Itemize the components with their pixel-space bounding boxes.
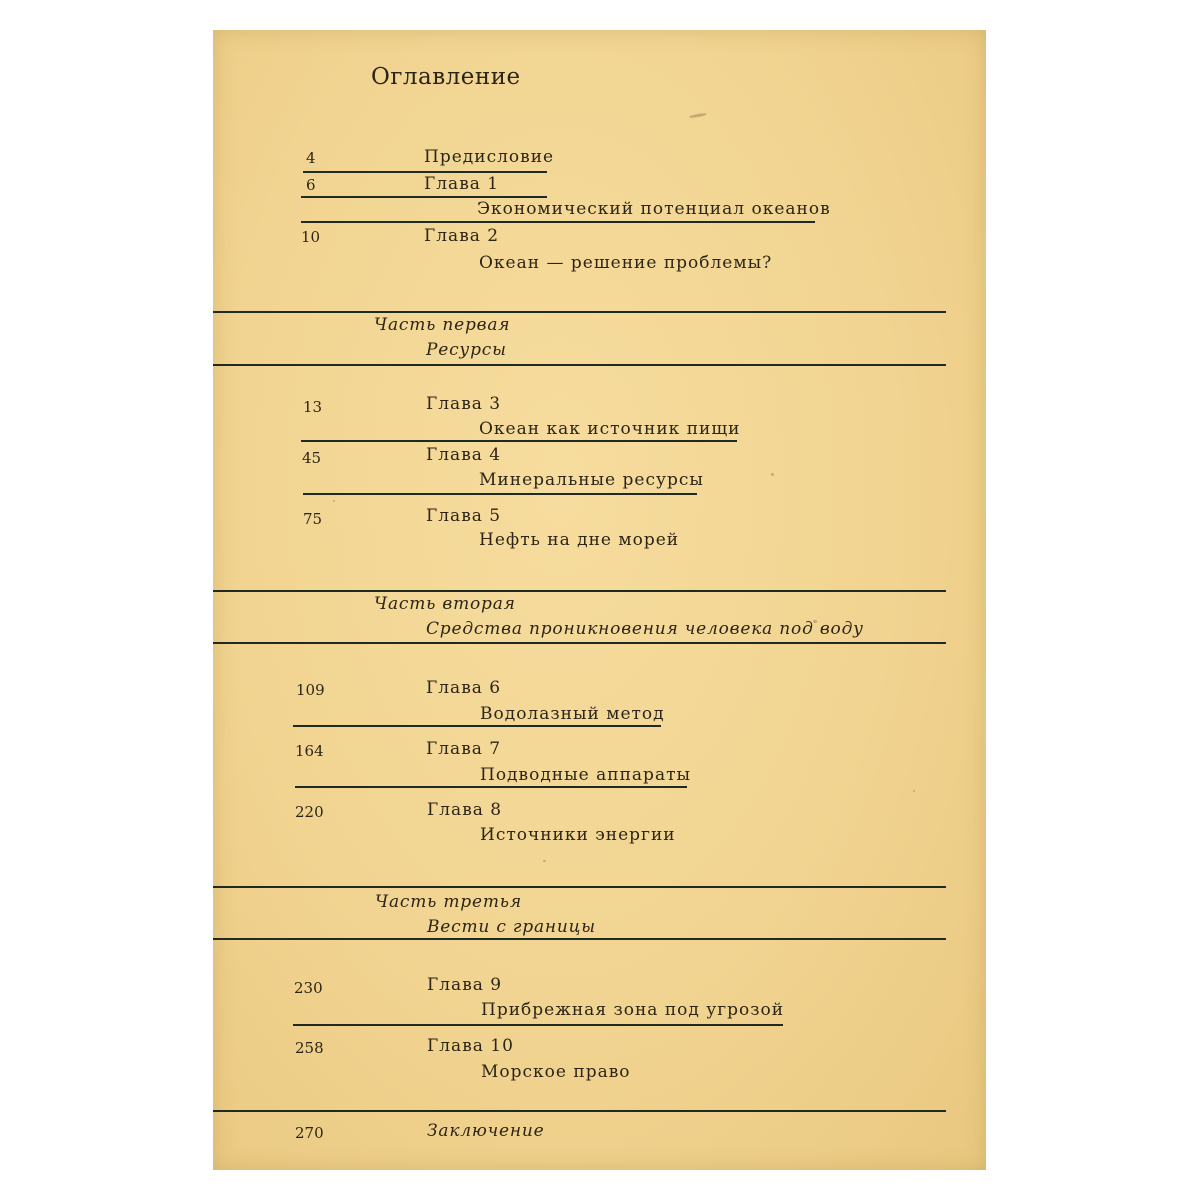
paper-speck [913,790,915,792]
chapter-label: Глава 7 [426,739,502,759]
book-page [213,30,986,1170]
chapter-label: Глава 1 [424,174,500,194]
part-divider [213,642,946,644]
underline [301,440,737,442]
chapter-title: Источники энергии [480,825,676,845]
paper-speck [543,860,546,862]
part-divider [213,886,946,888]
part-divider [213,311,946,313]
chapter-label: Глава 2 [424,226,500,246]
chapter-title: Нефть на дне морей [479,530,680,550]
chapter-label: Глава 3 [426,394,502,414]
part-label: Часть вторая [374,594,516,614]
paper-speck [771,473,774,476]
chapter-label: Предисловие [424,147,555,167]
underline [303,493,697,495]
part-divider [213,364,946,366]
page-number: 13 [303,398,323,416]
page-number: 164 [295,742,324,760]
page-number: 109 [296,681,325,699]
part-divider [213,938,946,940]
chapter-title: Морское право [481,1062,631,1082]
part-divider [213,590,946,592]
underline [301,196,547,198]
part-divider [213,1110,946,1112]
part-title: Средства проникновения человека под воду [426,619,864,639]
chapter-title: Экономический потенциал океанов [477,199,831,219]
part-label: Часть первая [374,315,511,335]
chapter-title: Океан — решение проблемы? [479,253,773,273]
underline [295,786,687,788]
page-number: 220 [295,803,324,821]
chapter-label: Глава 9 [427,975,503,995]
page-number: 230 [294,979,323,997]
chapter-title: Минеральные ресурсы [479,470,704,490]
chapter-label: Заключение [427,1121,545,1141]
page-number: 10 [301,228,321,246]
page-number: 45 [302,449,322,467]
chapter-label: Глава 8 [427,800,503,820]
paper-speck [333,500,335,502]
page-title: Оглавление [371,64,521,90]
page-number: 6 [306,176,316,194]
page-number: 270 [295,1124,324,1142]
part-title: Вести с границы [427,917,596,937]
page-number: 258 [295,1039,324,1057]
chapter-label: Глава 10 [427,1036,514,1056]
chapter-label: Глава 6 [426,678,502,698]
underline [293,725,661,727]
paper-speck [813,620,817,623]
chapter-label: Глава 5 [426,506,502,526]
chapter-title: Подводные аппараты [480,765,692,785]
underline [301,221,815,223]
page-number: 4 [306,149,316,167]
part-title: Ресурсы [426,340,507,360]
paper-speck [689,112,707,118]
chapter-title: Прибрежная зона под угрозой [481,1000,785,1020]
chapter-label: Глава 4 [426,445,502,465]
underline [293,1024,783,1026]
part-label: Часть третья [375,892,522,912]
page-number: 75 [303,510,323,528]
chapter-title: Водолазный метод [480,704,665,724]
underline [303,171,547,173]
chapter-title: Океан как источник пищи [479,419,741,439]
